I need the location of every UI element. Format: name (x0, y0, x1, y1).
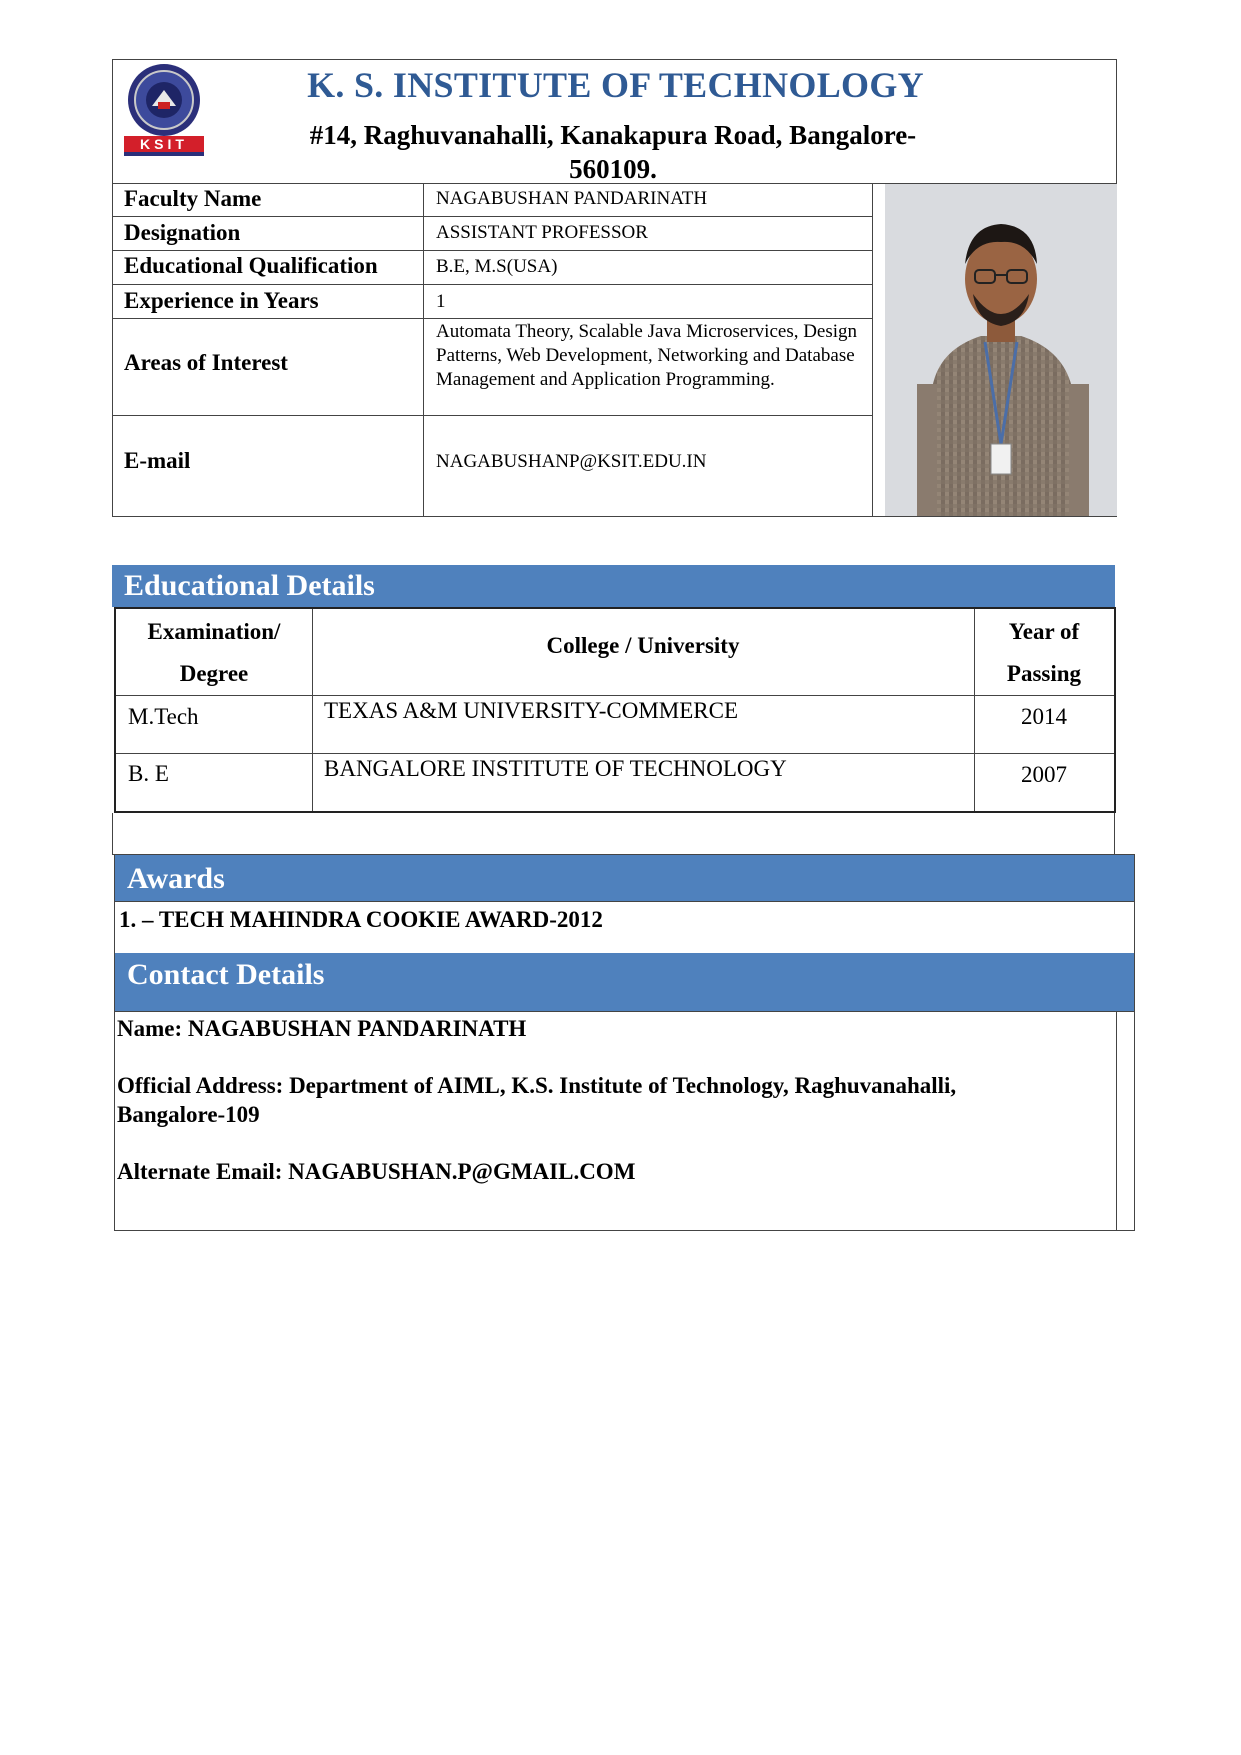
contact-details-header: Contact Details (115, 953, 1134, 1011)
education-year: 2007 (1021, 762, 1067, 787)
contact-name: Name: NAGABUSHAN PANDARINATH (117, 1016, 527, 1041)
info-label: E-mail (124, 448, 191, 473)
info-row-interests (113, 319, 873, 416)
info-row-email (113, 416, 873, 516)
info-value: ASSISTANT PROFESSOR (436, 222, 648, 243)
faculty-info-table (112, 184, 1117, 517)
header-year-line1: Year of (1008, 619, 1080, 644)
info-label: Areas of Interest (124, 350, 288, 375)
info-label: Experience in Years (124, 288, 319, 313)
education-year: 2014 (1021, 704, 1067, 729)
info-row-experience (113, 285, 873, 319)
contact-alt-email[interactable]: Alternate Email: NAGABUSHAN.P@GMAIL.COM (117, 1159, 636, 1184)
info-label: Educational Qualification (124, 253, 378, 278)
row-divider (115, 1011, 1134, 1012)
institute-address (283, 118, 943, 186)
info-label: Designation (124, 220, 241, 245)
row-divider (116, 753, 1114, 754)
info-row-qualification (113, 251, 873, 285)
info-value: NAGABUSHAN PANDARINATH (436, 188, 708, 209)
education-degree: B. E (128, 761, 169, 786)
address-line-2: 560109. (569, 154, 657, 184)
address-line-1: #14, Raghuvanahalli, Kanakapura Road, Bangalore- (309, 120, 917, 150)
awards-header: Awards (115, 855, 1134, 901)
faculty-photo (885, 184, 1117, 516)
institute-header (112, 59, 1117, 184)
info-label: Faculty Name (124, 186, 262, 211)
header-college: College / University (546, 633, 740, 658)
institute-name: K. S. INSTITUTE OF TECHNOLOGY (307, 65, 924, 105)
contact-address-line2: Bangalore-109 (117, 1102, 260, 1127)
awards-contact-box (114, 854, 1135, 1231)
column-divider (1116, 1011, 1117, 1231)
educational-details-header: Educational Details (112, 565, 1115, 607)
header-exam-degree (116, 611, 312, 695)
person-photo-icon (885, 184, 1117, 516)
education-degree: M.Tech (128, 704, 199, 729)
info-value: Automata Theory, Scalable Java Microservices, Design Patterns, Web Development, Networking and Database Management and Application Programming. (436, 321, 858, 390)
info-row-designation (113, 217, 873, 251)
info-value: B.E, M.S(USA) (436, 256, 558, 277)
education-college: TEXAS A&M UNIVERSITY-COMMERCE (324, 698, 739, 723)
header-exam-line2: Degree (179, 661, 249, 686)
contact-address (117, 1071, 956, 1129)
contact-address-line1: Official Address: Department of AIML, K.S. Institute of Technology, Raghuvanahalli, (117, 1073, 957, 1098)
education-table (114, 607, 1116, 813)
logo-text: KSIT (140, 136, 188, 152)
row-divider (115, 901, 1134, 902)
award-item: 1. – TECH MAHINDRA COOKIE AWARD-2012 (119, 907, 603, 932)
spacer-row (112, 813, 1115, 855)
header-year-line2: Passing (1006, 661, 1082, 686)
header-exam-line1: Examination/ (147, 619, 281, 644)
row-divider (116, 695, 1114, 696)
education-college: BANGALORE INSTITUTE OF TECHNOLOGY (324, 756, 787, 781)
header-year (974, 611, 1114, 695)
info-value: 1 (436, 291, 446, 312)
info-value[interactable]: NAGABUSHANP@KSIT.EDU.IN (436, 451, 707, 472)
info-row-faculty-name (113, 184, 873, 217)
